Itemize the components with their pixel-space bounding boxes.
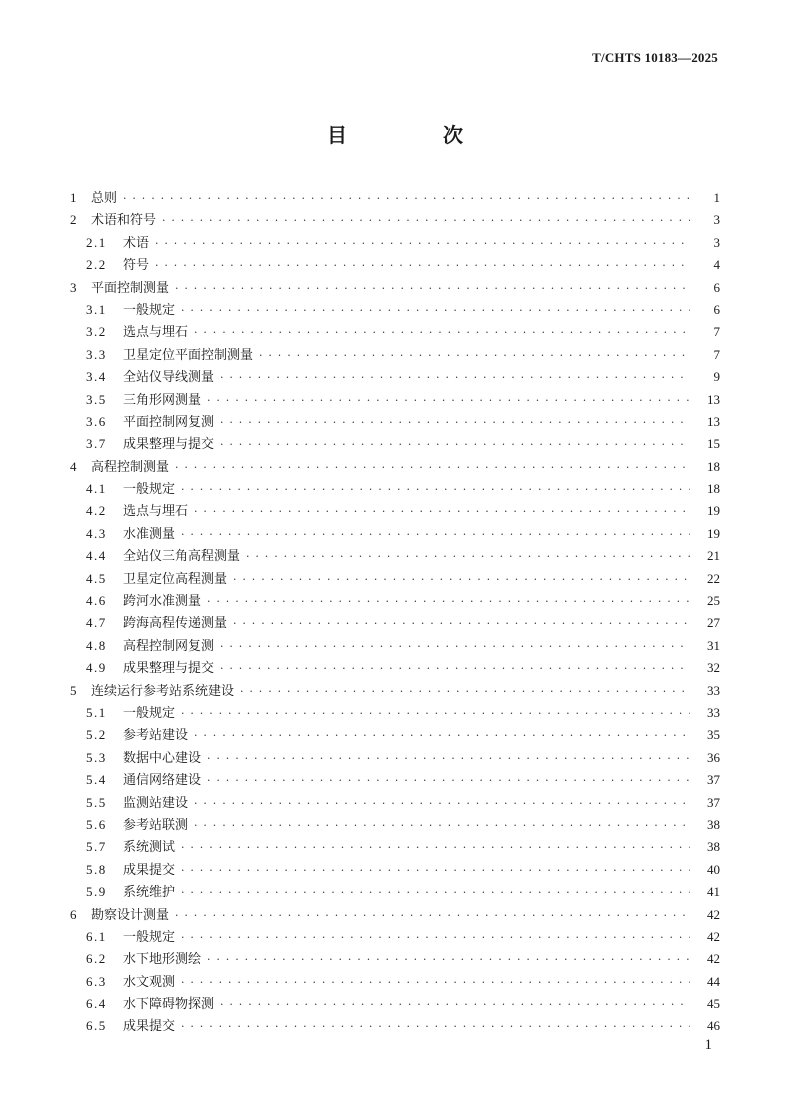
toc-entry-title: 数据中心建设 — [123, 750, 202, 766]
toc-entry-number: 3.3 — [86, 346, 107, 362]
toc-entry-page: 6 — [713, 279, 720, 295]
toc-entry-page: 27 — [707, 615, 720, 631]
toc-dot-leader — [220, 434, 690, 456]
toc-entry-page: 19 — [707, 525, 720, 541]
toc-entry-number: 5.6 — [86, 816, 107, 832]
toc-dot-leader — [181, 703, 690, 725]
toc-section-entry[interactable] — [70, 1015, 720, 1037]
toc-section-entry[interactable] — [70, 859, 720, 881]
toc-entry-title: 成果整理与提交 — [123, 661, 215, 677]
toc-entry-number: 3.6 — [86, 413, 107, 429]
page-number: 1 — [704, 1037, 712, 1053]
toc-entry-title: 水文观测 — [123, 974, 176, 990]
toc-dot-leader — [181, 972, 690, 994]
toc-entry-page: 37 — [707, 794, 720, 810]
toc-section-entry[interactable] — [70, 612, 720, 634]
toc-section-entry[interactable] — [70, 747, 720, 769]
toc-entry-title: 一般规定 — [123, 705, 176, 721]
toc-entry-page: 33 — [707, 682, 720, 698]
toc-entry-title: 全站仪三角高程测量 — [123, 549, 241, 565]
toc-entry-number: 6.4 — [86, 996, 107, 1012]
toc-dot-leader — [194, 322, 690, 344]
toc-dot-leader — [194, 725, 690, 747]
toc-entry-title: 总则 — [91, 191, 118, 206]
toc-dot-leader — [194, 501, 690, 523]
toc-section-entry[interactable] — [70, 948, 720, 970]
toc-entry-page: 7 — [713, 346, 720, 362]
toc-entry-title: 参考站联测 — [123, 817, 189, 833]
toc-entry-number: 2.2 — [86, 257, 107, 273]
toc-dot-leader — [155, 233, 690, 255]
toc-entry-number: 5 — [70, 682, 77, 698]
toc-entry-title: 参考站建设 — [123, 728, 189, 744]
toc-entry-number: 5.5 — [86, 794, 107, 810]
toc-dot-leader — [207, 591, 690, 613]
toc-entry-page: 42 — [707, 951, 720, 967]
toc-entry-title: 平面控制测量 — [91, 280, 170, 296]
toc-entry-number: 6.2 — [86, 951, 107, 967]
toc-dot-leader — [175, 457, 690, 479]
toc-entry-page: 3 — [713, 212, 720, 228]
toc-section-entry[interactable] — [70, 254, 720, 276]
toc-section-entry[interactable] — [70, 993, 720, 1015]
toc-entry-page: 31 — [707, 637, 720, 653]
toc-entry-number: 3.7 — [86, 436, 107, 452]
standard-code: T/CHTS 10183—2025 — [592, 50, 718, 65]
table-of-contents — [70, 187, 720, 1038]
toc-entry-page: 38 — [707, 839, 720, 855]
toc-dot-leader — [181, 860, 690, 882]
toc-entry-number: 5.4 — [86, 772, 107, 788]
toc-entry-page: 36 — [707, 749, 720, 765]
toc-entry-number: 4.8 — [86, 637, 107, 653]
toc-entry-number: 3.5 — [86, 391, 107, 407]
toc-dot-leader — [246, 546, 690, 568]
toc-section-entry[interactable] — [70, 478, 720, 500]
toc-dot-leader — [233, 569, 690, 591]
toc-section-entry[interactable] — [70, 344, 720, 366]
toc-section-entry[interactable] — [70, 232, 720, 254]
toc-entry-title: 连续运行参考站系统建设 — [91, 683, 235, 699]
toc-dot-leader — [207, 748, 690, 770]
toc-entry-number: 5.7 — [86, 839, 107, 855]
toc-section-entry[interactable] — [70, 657, 720, 679]
toc-section-entry[interactable] — [70, 814, 720, 836]
toc-entry-page: 41 — [707, 884, 720, 900]
toc-section-entry[interactable] — [70, 500, 720, 522]
toc-section-entry[interactable] — [70, 926, 720, 948]
toc-entry-page: 6 — [713, 301, 720, 317]
toc-entry-number: 4.4 — [86, 548, 107, 564]
toc-entry-number: 5.3 — [86, 749, 107, 765]
toc-entry-title: 跨河水准测量 — [123, 594, 202, 610]
toc-entry-number: 4.7 — [86, 615, 107, 631]
toc-dot-leader — [175, 278, 690, 300]
toc-section-entry[interactable] — [70, 836, 720, 858]
toc-entry-number: 6 — [70, 906, 77, 922]
toc-entry-number: 1 — [70, 190, 77, 205]
toc-entry-title: 选点与埋石 — [123, 504, 189, 520]
toc-entry-number: 4.6 — [86, 593, 107, 609]
toc-entry-page: 3 — [713, 234, 720, 250]
toc-dot-leader — [194, 793, 690, 815]
toc-entry-page: 15 — [707, 436, 720, 452]
toc-entry-number: 6.1 — [86, 928, 107, 944]
toc-section-entry[interactable] — [70, 321, 720, 343]
toc-chapter-entry[interactable] — [70, 456, 720, 478]
toc-entry-title: 系统维护 — [123, 885, 176, 901]
toc-entry-number: 4 — [70, 458, 77, 474]
toc-dot-leader — [220, 994, 690, 1016]
toc-entry-number: 5.2 — [86, 727, 107, 743]
toc-entry-page: 40 — [707, 861, 720, 877]
toc-entry-page: 37 — [707, 772, 720, 788]
toc-section-entry[interactable] — [70, 389, 720, 411]
toc-entry-title: 成果整理与提交 — [123, 437, 215, 453]
toc-entry-page: 33 — [707, 704, 720, 720]
toc-dot-leader — [181, 1016, 690, 1038]
toc-section-entry[interactable] — [70, 299, 720, 321]
toc-entry-title: 系统测试 — [123, 840, 176, 856]
toc-entry-number: 5.1 — [86, 704, 107, 720]
toc-entry-title: 高程控制测量 — [91, 459, 170, 475]
toc-entry-title: 水下地形测绘 — [123, 952, 202, 968]
toc-section-entry[interactable] — [70, 411, 720, 433]
toc-entry-title: 水准测量 — [123, 526, 176, 542]
toc-entry-page: 42 — [707, 906, 720, 922]
toc-section-entry[interactable] — [70, 724, 720, 746]
toc-entry-number: 3.4 — [86, 369, 107, 385]
toc-section-entry[interactable] — [70, 545, 720, 567]
toc-entry-page: 46 — [707, 1018, 720, 1034]
toc-entry-number: 4.2 — [86, 503, 107, 519]
toc-section-entry[interactable] — [70, 971, 720, 993]
toc-entry-page: 18 — [707, 458, 720, 474]
toc-dot-leader — [220, 412, 690, 434]
toc-dot-leader — [220, 636, 690, 658]
toc-entry-number: 4.1 — [86, 481, 107, 497]
toc-entry-title: 术语 — [123, 235, 150, 251]
toc-entry-number: 6.5 — [86, 1018, 107, 1034]
toc-entry-page: 1 — [713, 190, 720, 205]
toc-entry-number: 3 — [70, 279, 77, 295]
toc-dot-leader — [181, 927, 690, 949]
toc-entry-page: 32 — [707, 660, 720, 676]
toc-chapter-entry[interactable] — [70, 277, 720, 299]
toc-dot-leader — [181, 300, 690, 322]
toc-entry-title: 跨海高程传递测量 — [123, 616, 228, 632]
toc-entry-number: 5.8 — [86, 861, 107, 877]
toc-chapter-entry[interactable] — [70, 209, 720, 231]
toc-entry-title: 一般规定 — [123, 482, 176, 498]
toc-section-entry[interactable] — [70, 433, 720, 455]
toc-entry-title: 勘察设计测量 — [91, 907, 170, 923]
toc-dot-leader — [240, 681, 690, 703]
toc-dot-leader — [175, 905, 690, 927]
toc-entry-title: 成果提交 — [123, 1019, 176, 1035]
toc-entry-page: 25 — [707, 593, 720, 609]
toc-entry-number: 3.1 — [86, 301, 107, 317]
toc-entry-page: 44 — [707, 973, 720, 989]
toc-entry-page: 13 — [707, 413, 720, 429]
toc-entry-number: 2.1 — [86, 234, 107, 250]
toc-chapter-entry[interactable] — [70, 904, 720, 926]
toc-entry-title: 三角形网测量 — [123, 392, 202, 408]
toc-entry-page: 7 — [713, 324, 720, 340]
toc-entry-page: 13 — [707, 391, 720, 407]
toc-dot-leader — [220, 367, 690, 389]
toc-section-entry[interactable] — [70, 792, 720, 814]
toc-chapter-entry[interactable] — [70, 187, 720, 209]
toc-entry-title: 卫星定位平面控制测量 — [123, 347, 254, 363]
toc-entry-number: 5.9 — [86, 884, 107, 900]
toc-entry-title: 一般规定 — [123, 929, 176, 945]
toc-entry-title: 选点与埋石 — [123, 325, 189, 341]
toc-entry-page: 22 — [707, 570, 720, 586]
toc-section-entry[interactable] — [70, 523, 720, 545]
toc-entry-page: 18 — [707, 481, 720, 497]
toc-dot-leader — [155, 255, 690, 277]
toc-dot-leader — [181, 882, 690, 904]
toc-entry-title: 平面控制网复测 — [123, 414, 215, 430]
toc-dot-leader — [181, 524, 690, 546]
toc-section-entry[interactable] — [70, 590, 720, 612]
toc-section-entry[interactable] — [70, 635, 720, 657]
toc-dot-leader — [181, 479, 690, 501]
toc-section-entry[interactable] — [70, 769, 720, 791]
toc-dot-leader — [259, 345, 690, 367]
toc-entry-title: 术语和符号 — [91, 213, 157, 229]
toc-dot-leader — [162, 210, 690, 232]
toc-entry-title: 水下障碍物探测 — [123, 997, 215, 1013]
toc-entry-title: 卫星定位高程测量 — [123, 571, 228, 587]
toc-entry-page: 19 — [707, 503, 720, 519]
toc-dot-leader — [207, 949, 690, 971]
toc-chapter-entry[interactable] — [70, 680, 720, 702]
toc-entry-title: 符号 — [123, 258, 150, 274]
page-title: 目 次 — [327, 123, 501, 147]
toc-dot-leader — [220, 658, 690, 680]
toc-entry-number: 2 — [70, 212, 77, 228]
toc-section-entry[interactable] — [70, 702, 720, 724]
toc-entry-title: 全站仪导线测量 — [123, 370, 215, 386]
toc-entry-number: 4.3 — [86, 525, 107, 541]
toc-section-entry[interactable] — [70, 568, 720, 590]
toc-entry-page: 35 — [707, 727, 720, 743]
toc-entry-number: 3.2 — [86, 324, 107, 340]
toc-dot-leader — [207, 390, 690, 412]
toc-entry-title: 一般规定 — [123, 302, 176, 318]
toc-dot-leader — [123, 188, 690, 210]
toc-section-entry[interactable] — [70, 366, 720, 388]
toc-entry-title: 通信网络建设 — [123, 773, 202, 789]
toc-entry-title: 监测站建设 — [123, 795, 189, 811]
toc-entry-page: 21 — [707, 548, 720, 564]
toc-entry-page: 45 — [707, 996, 720, 1012]
toc-entry-title: 成果提交 — [123, 862, 176, 878]
toc-dot-leader — [181, 837, 690, 859]
toc-entry-page: 4 — [713, 257, 720, 273]
toc-entry-page: 9 — [713, 369, 720, 385]
toc-entry-number: 6.3 — [86, 973, 107, 989]
toc-entry-number: 4.9 — [86, 660, 107, 676]
toc-dot-leader — [207, 770, 690, 792]
toc-entry-title: 高程控制网复测 — [123, 638, 215, 654]
toc-entry-number: 4.5 — [86, 570, 107, 586]
toc-entry-page: 38 — [707, 816, 720, 832]
toc-section-entry[interactable] — [70, 881, 720, 903]
toc-dot-leader — [194, 815, 690, 837]
toc-dot-leader — [233, 613, 690, 635]
toc-entry-page: 42 — [707, 928, 720, 944]
